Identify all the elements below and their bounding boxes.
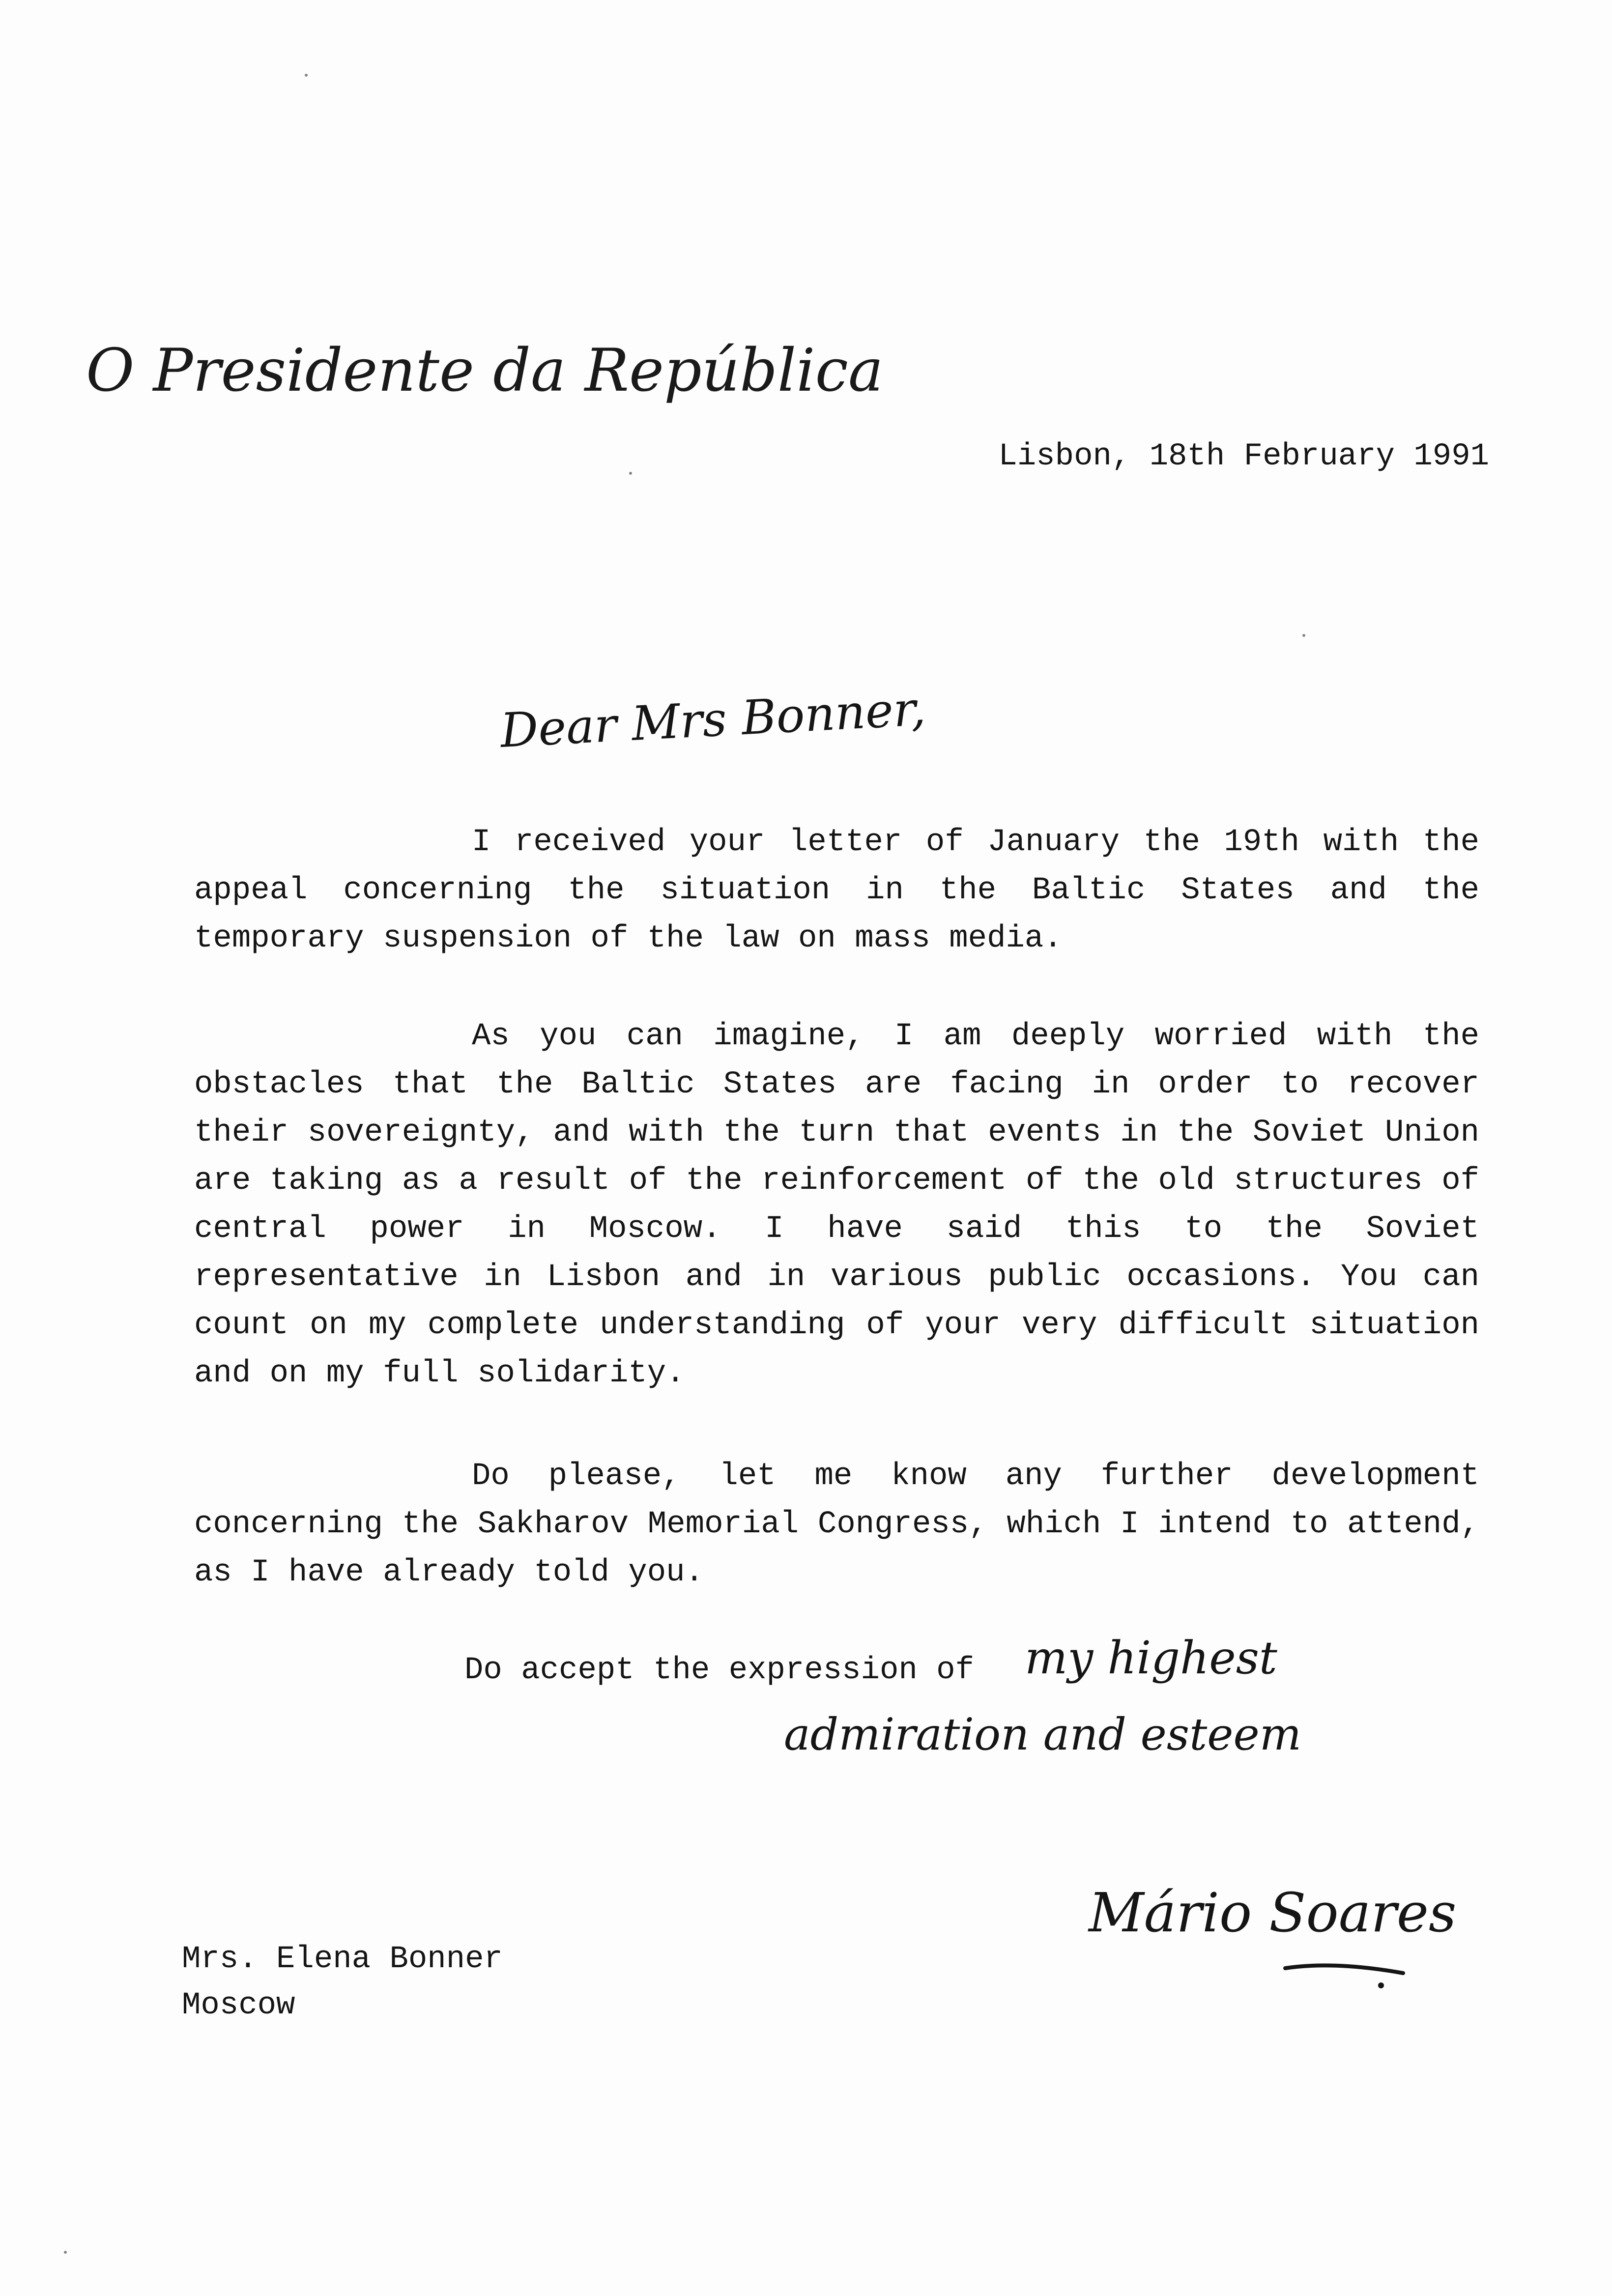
dateline: Lisbon, 18th February 1991 [998,439,1489,474]
closing-typed: Do accept the expression of [464,1653,974,1688]
salutation-script [499,681,944,776]
recipient-name: Mrs. Elena Bonner [182,1942,503,1977]
signature-graphic [1079,1804,1457,1990]
closing-handwritten-2 [784,1695,1349,1769]
signature-underline [1285,1965,1403,1973]
paragraph-2: As you can imagine, I am deeply worried with the obstacles that the Baltic States are facing in order to recover their sovereignty, and with the turn that events in the Soviet Union are taking as a result of the reinforcement of the old structures of central power in Moscow. I have said this to the Soviet representative in Lisbon and in various public occasions. You can count on my complete understanding of your very difficult situation and on my full solidarity. [194,1019,1479,1391]
closing [464,1632,1546,1784]
paper-speck [64,2251,67,2254]
signature-text: Mário Soares [1089,1881,1457,1944]
closing-handwritten-1 [1025,1619,1369,1693]
signature [1079,1804,1457,1990]
recipient-city: Moscow [182,1988,295,2023]
closing-script-2 [784,1695,1349,1769]
closing-handwritten-2-text: admiration and esteem [784,1709,1302,1760]
paragraph-1: I received your letter of January the 19th with the appeal concerning the situation in the Baltic States and the temporary suspension of the law on mass media. [194,825,1479,956]
letterhead [86,322,884,420]
paper-speck [305,74,308,77]
salutation [499,681,944,776]
letterhead-script [86,322,884,420]
closing-script-1 [1025,1619,1369,1693]
letterhead-title: O Presidente da República [86,337,884,405]
paper-speck [1302,634,1305,637]
paper-speck [629,472,632,475]
signature-dot [1378,1982,1384,1988]
salutation-text: Dear Mrs Bonner, [499,681,927,758]
paragraph-3: Do please, let me know any further development concerning the Sakharov Memorial Congress, which I intend to attend, as I have already told you. [194,1459,1479,1590]
closing-handwritten-1-text: my highest [1025,1632,1277,1684]
recipient-block [182,1936,772,2029]
